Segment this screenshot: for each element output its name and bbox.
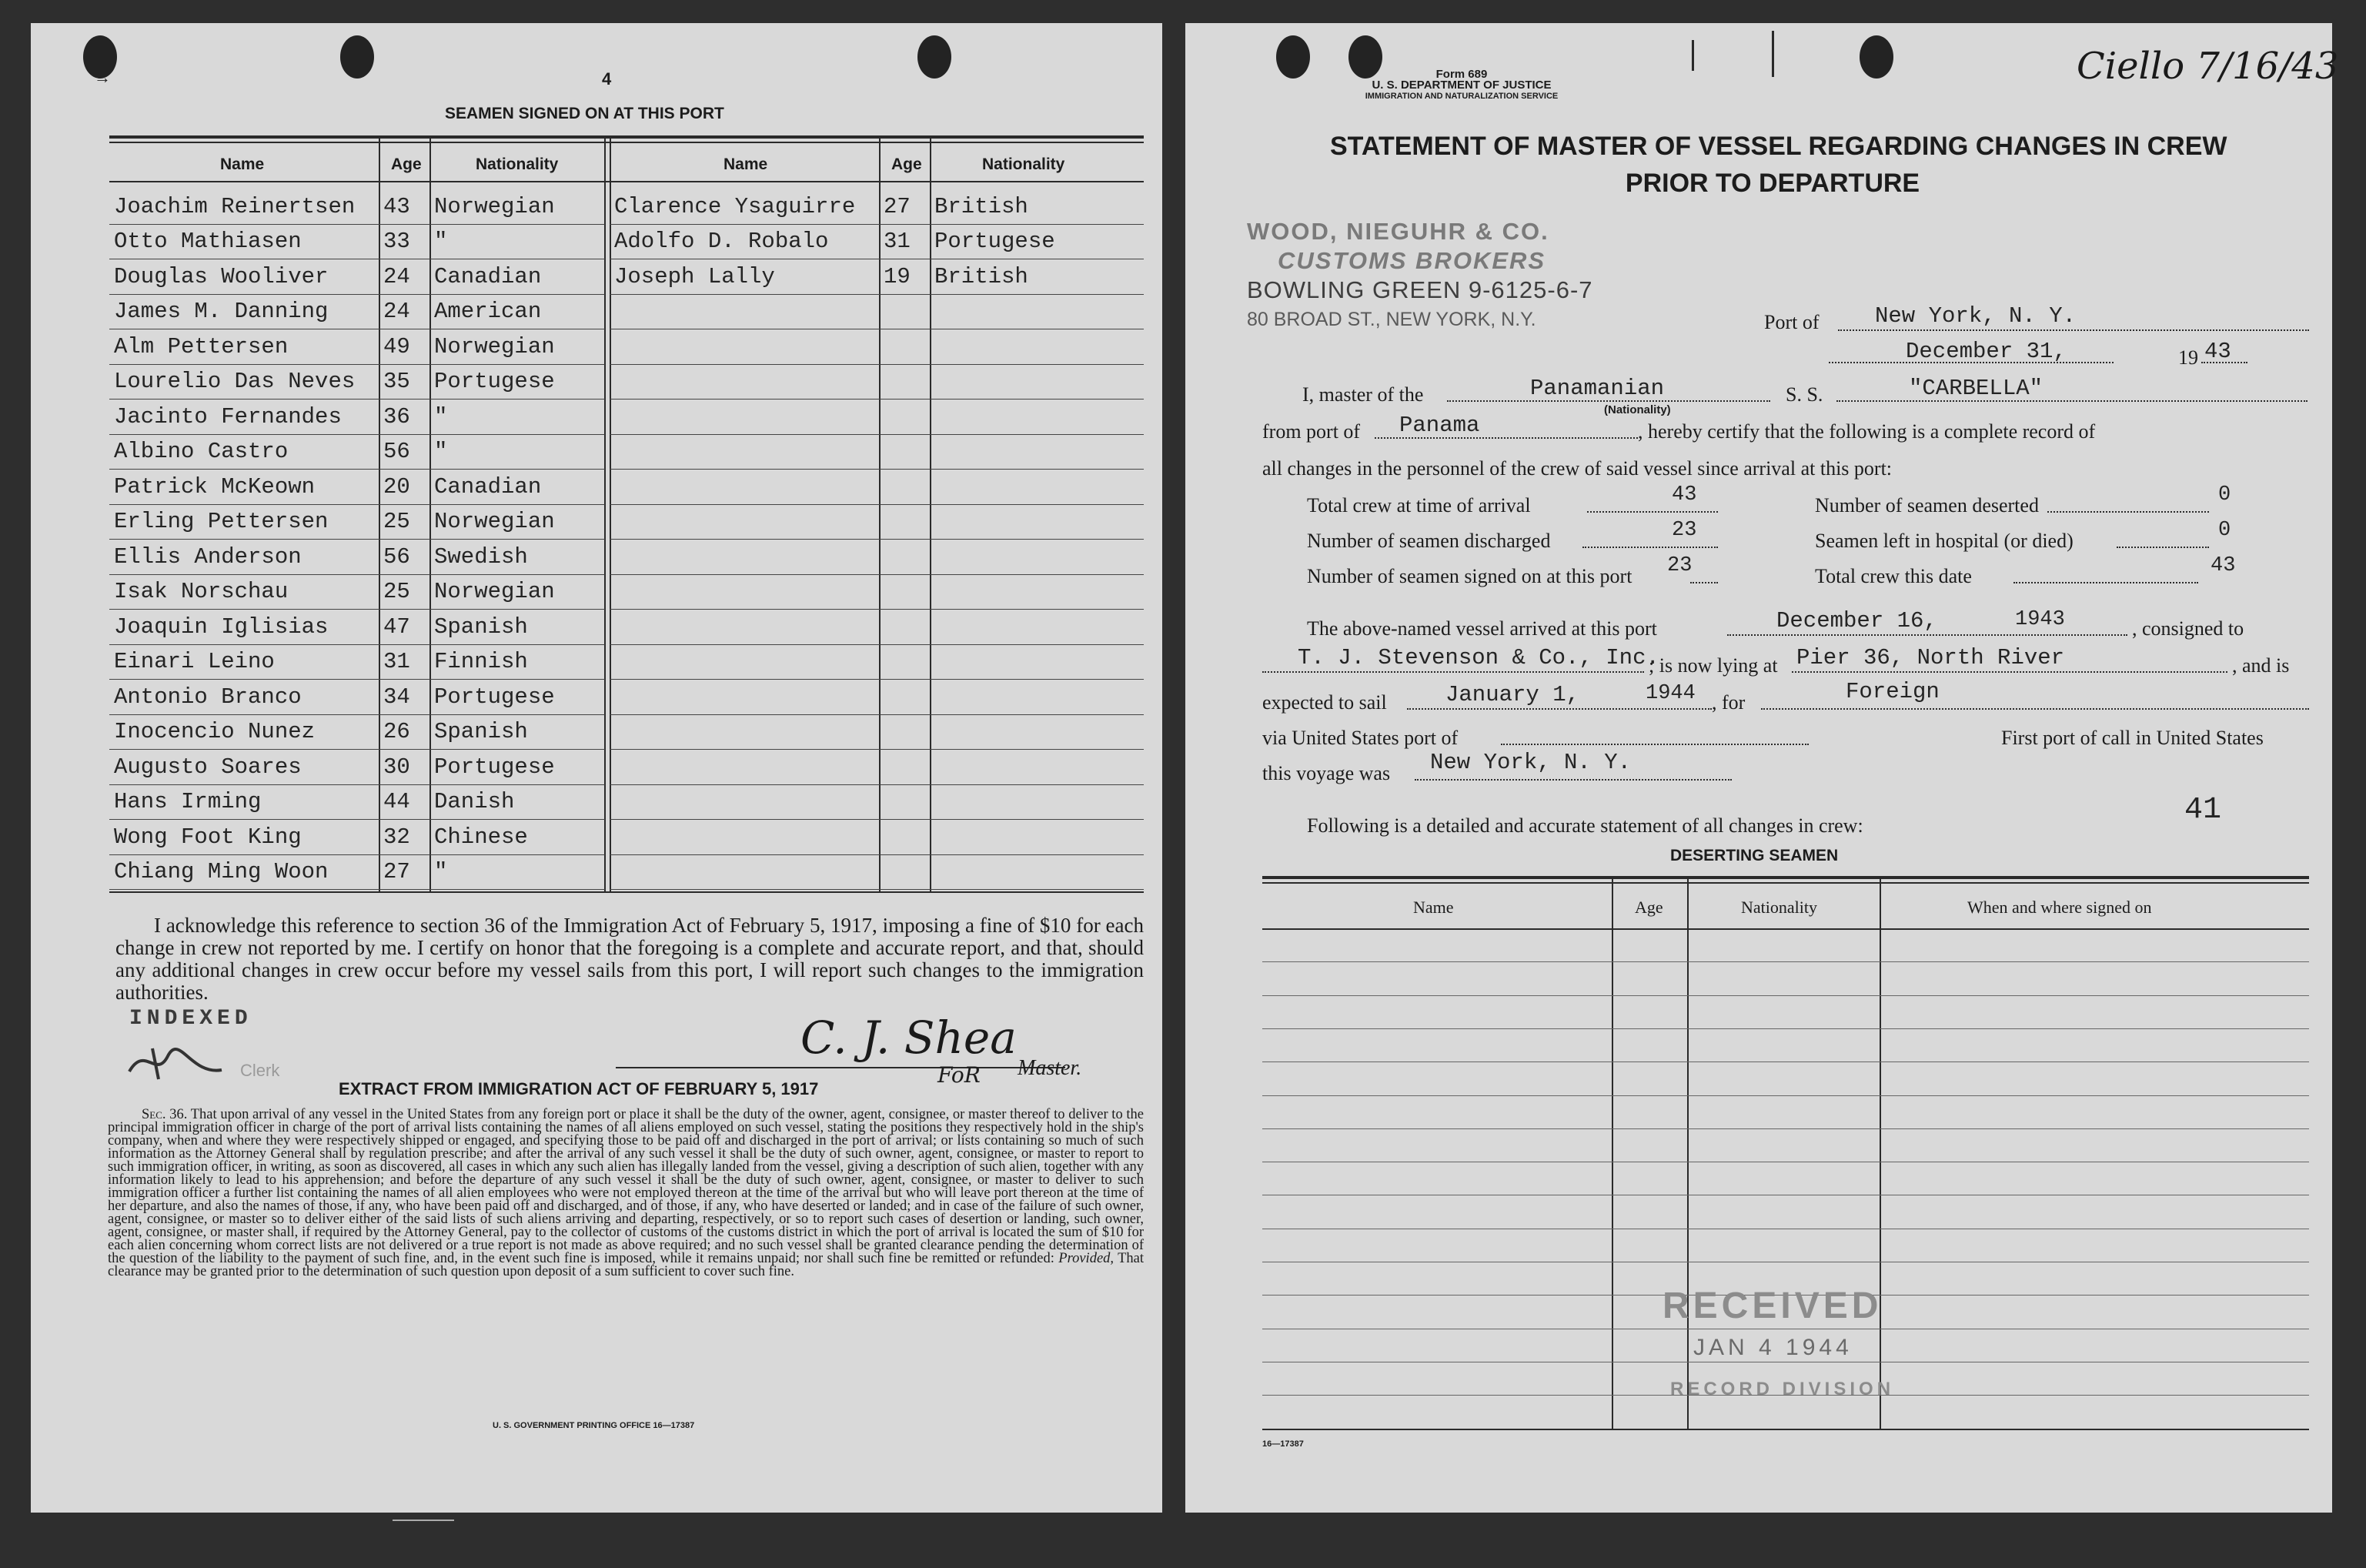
received-division: RECORD DIVISION [1670, 1379, 1895, 1399]
crew-nationality [930, 714, 1144, 750]
table-row [109, 259, 605, 295]
section-title: SEAMEN SIGNED ON AT THIS PORT [445, 105, 724, 122]
crew-name: Wong Foot King [109, 820, 379, 855]
crew-nationality [930, 540, 1144, 575]
col-header-nationality: Nationality [476, 155, 559, 173]
crew-name: Clarence Ysaguirre [610, 189, 879, 224]
ship-name: "CARBELLA" [1909, 376, 2044, 401]
certify-text-2: all changes in the personnel of the crew of said vessel since arrival at this port: [1262, 457, 1893, 480]
col-header-name: Name [220, 155, 265, 173]
crew-age [879, 294, 930, 329]
table-row [610, 434, 1144, 470]
punch-hole [917, 35, 951, 79]
table-row [610, 854, 1144, 890]
stat-dots [2047, 511, 2209, 513]
crew-name [610, 294, 879, 329]
crew-nationality: " [429, 224, 605, 259]
deserting-col-age: Age [1635, 898, 1663, 917]
table-row [610, 680, 1144, 715]
sail-label: expected to sail [1262, 691, 1387, 714]
crew-name [610, 434, 879, 470]
from-port-value: Panama [1399, 413, 1480, 438]
crew-nationality [930, 680, 1144, 715]
table-row [109, 329, 605, 365]
customs-broker-stamp [1247, 217, 1593, 334]
crew-nationality [930, 610, 1144, 645]
table-row [109, 820, 605, 855]
table-row [109, 784, 605, 820]
deserting-row-line [1262, 1061, 2309, 1062]
crew-age: 24 [379, 259, 429, 295]
master-signature: C. J. Shea [800, 1011, 1017, 1064]
left-page [31, 23, 1162, 1513]
table-row [109, 540, 605, 575]
table-row [610, 189, 1144, 224]
broker-phone: BOWLING GREEN 9-6125-6-7 [1247, 276, 1593, 303]
crew-nationality [930, 854, 1144, 890]
crew-age [879, 364, 930, 400]
table-row [610, 820, 1144, 855]
crew-age: 43 [379, 189, 429, 224]
crew-age [879, 504, 930, 540]
crew-nationality: " [429, 854, 605, 890]
berth-line [1792, 671, 2227, 673]
table-header-rule [109, 181, 1144, 182]
crew-age: 32 [379, 820, 429, 855]
destination-line [1761, 708, 2309, 710]
crew-name: Joseph Lally [610, 259, 879, 295]
table-row [610, 224, 1144, 259]
consigned-label: , consigned to [2132, 617, 2244, 640]
table-row [109, 400, 605, 435]
crew-age [879, 644, 930, 680]
crew-age: 33 [379, 224, 429, 259]
form-title-line2: PRIOR TO DEPARTURE [1625, 169, 1920, 198]
crew-nationality: Spanish [429, 610, 605, 645]
department-name: U. S. DEPARTMENT OF JUSTICE [1372, 79, 1552, 92]
crew-name [610, 644, 879, 680]
crew-nationality: British [930, 189, 1144, 224]
crew-table-left [109, 189, 605, 890]
ship-line [1836, 400, 2308, 402]
crew-age: 31 [379, 644, 429, 680]
crew-nationality: Finnish [429, 644, 605, 680]
table-row [109, 434, 605, 470]
stat-dots [1690, 582, 1718, 583]
certify-text: , hereby certify that the following is a complete record of [1638, 420, 2096, 443]
port-line [1838, 329, 2309, 331]
crew-name: Otto Mathiasen [109, 224, 379, 259]
service-name: IMMIGRATION AND NATURALIZATION SERVICE [1365, 92, 1559, 101]
table-row [610, 364, 1144, 400]
crew-name [610, 820, 879, 855]
crew-name [610, 364, 879, 400]
form-header [1361, 69, 1562, 102]
crew-age [879, 434, 930, 470]
stat-value: 43 [2211, 554, 2236, 577]
crew-name [610, 680, 879, 715]
crew-age [879, 714, 930, 750]
form-title [1330, 128, 2227, 202]
crew-name: James M. Danning [109, 294, 379, 329]
crew-name: Joachim Reinertsen [109, 189, 379, 224]
check-mark [1692, 40, 1694, 71]
deserting-col-name: Name [1413, 898, 1454, 917]
table-row [610, 644, 1144, 680]
crew-name [610, 854, 879, 890]
signature-line [616, 1067, 1065, 1068]
crew-name [610, 574, 879, 610]
sec36-body: That upon arrival of any vessel in the United States from any foreign port or place it shall be the duty of the owner, agent, consignee, or master thereof to deliver to the principal immigration officer in charge of the port of arrival lists containing the names of all aliens employed on such vessel, stating the positions they respectively hold in the ship's company, when and where they were respectively shipped or engaged, and specifying those to be paid off and discharged in the port of arrival; or lists containing so much of such information as the Attorney General shall by regulation prescribe; and after the arrival of any such vessel it shall be the duty of such owner, agent, consignee, or master to report to such immigration officer, in writing, as soon as discovered, all cases in which any such alien has illegally landed from the vessel, giving a description of such alien, together with any information likely to lead to his apprehension; and before the departure of any such vessel it shall be the duty of such owner, agent, consignee, or master to deliver to such immigration officer a further list containing the names of all alien employees who were not employed thereon at the time of the arrival but who will leave port thereon at the time of her departure, and also the names of those, if any, who have been paid off and discharged, and of those, if any, who have deserted or landed; and in case of the failure of such owner, agent, consignee, or master so to deliver either of the said lists of such aliens arriving and departing, respectively, or so to report such cases of desertion or landing, such owner, agent, consignee, or master shall, if required by the Attorney General, pay to the collector of customs of the customs district in which the port of arrival is located the sum of $10 for each alien concerning whom correct lists are not delivered or a true report is not made as above required; and no such vessel shall be granted clearance pending the determination of the question of the liability to the payment of such fine, and, in the event such fine is imposed, while it remains unpaid; nor shall such fine be remitted or refunded: [108, 1107, 1144, 1266]
stat-dots [1582, 547, 1718, 548]
crew-name [610, 504, 879, 540]
for-label: , for [1712, 691, 1746, 714]
crew-nationality: Danish [429, 784, 605, 820]
crew-nationality: British [930, 259, 1144, 295]
crew-nationality: Norwegian [429, 574, 605, 610]
consignee-line [1262, 671, 1644, 673]
table-top-rule [109, 135, 1144, 139]
crew-name [610, 750, 879, 785]
crew-age [879, 540, 930, 575]
crew-age: 47 [379, 610, 429, 645]
crew-age: 56 [379, 434, 429, 470]
crew-age: 44 [379, 784, 429, 820]
via-label: via United States port of [1262, 727, 1459, 749]
deserting-title: DESERTING SEAMEN [1670, 847, 1839, 864]
check-mark [1772, 31, 1774, 77]
punch-hole [340, 35, 374, 79]
crew-nationality: " [429, 400, 605, 435]
crew-age: 34 [379, 680, 429, 715]
deserting-col-signed-on: When and where signed on [1967, 898, 2152, 917]
stat-label: Seamen left in hospital (or died) [1815, 530, 2074, 552]
nationality-caption: (Nationality) [1604, 403, 1671, 416]
master-of-label: I, master of the [1302, 383, 1424, 406]
received-stamp [1663, 1285, 1894, 1410]
sec36-label: Sec. 36. [142, 1107, 188, 1122]
sec36-end: That clearance may be granted prior to the determination of such question upon deposit of a sum sufficient to cover such fine. [108, 1251, 1145, 1279]
stat-value: 0 [2218, 519, 2231, 542]
deserting-table-header-rule [1262, 928, 2309, 930]
berth-value: Pier 36, North River [1796, 645, 2065, 670]
crew-age [879, 329, 930, 365]
crew-name: Ellis Anderson [109, 540, 379, 575]
crew-name: Albino Castro [109, 434, 379, 470]
port-label: Port of [1764, 311, 1820, 333]
crew-name: Hans Irming [109, 784, 379, 820]
received-date: JAN 4 1944 [1693, 1335, 1853, 1360]
deserting-row-line [1262, 1028, 2309, 1029]
table-row [610, 540, 1144, 575]
crew-nationality [930, 750, 1144, 785]
table-row [109, 294, 605, 329]
stat-value: 23 [1667, 554, 1693, 577]
col-header-nationality: Nationality [982, 155, 1065, 173]
crew-name [610, 400, 879, 435]
stat-label: Total crew at time of arrival [1307, 494, 1531, 517]
deserting-row-line [1262, 995, 2309, 996]
scan-mark [393, 1520, 454, 1521]
stat-value: 0 [2218, 483, 2231, 507]
crew-age [879, 610, 930, 645]
stat-label: Number of seamen signed on at this port [1307, 565, 1632, 587]
crew-nationality: Norwegian [429, 189, 605, 224]
clerk-initials [122, 1041, 229, 1087]
stat-label: Number of seamen deserted [1815, 494, 2039, 517]
crew-age: 24 [379, 294, 429, 329]
crew-nationality: Norwegian [429, 504, 605, 540]
crew-nationality [930, 329, 1144, 365]
year-line [2201, 362, 2247, 363]
table-bottom-rule [109, 891, 1144, 893]
crew-nationality [930, 574, 1144, 610]
crew-age: 27 [379, 854, 429, 890]
first-port-label: First port of call in United States [2001, 727, 2264, 749]
table-row [610, 784, 1144, 820]
table-row [610, 610, 1144, 645]
col-header-age: Age [891, 155, 922, 173]
crew-nationality [930, 400, 1144, 435]
extract-title: EXTRACT FROM IMMIGRATION ACT OF FEBRUARY 5, 1917 [339, 1079, 819, 1098]
clerk-label: Clerk [240, 1061, 280, 1080]
crew-name: Augusto Soares [109, 750, 379, 785]
table-row [109, 224, 605, 259]
crew-nationality: Chinese [429, 820, 605, 855]
crew-nationality: Portugese [429, 750, 605, 785]
crew-age: 27 [879, 189, 930, 224]
crew-nationality: Canadian [429, 259, 605, 295]
stat-dots [2117, 547, 2209, 548]
table-row [109, 750, 605, 785]
form-number: Form 689 [1435, 68, 1488, 81]
crew-age: 20 [379, 470, 429, 505]
crew-nationality [930, 820, 1144, 855]
printer-imprint: U. S. GOVERNMENT PRINTING OFFICE 16—17387 [493, 1421, 695, 1430]
crew-nationality [930, 644, 1144, 680]
crew-age [879, 750, 930, 785]
stat-value: 43 [1672, 483, 1697, 507]
deserting-col-nationality: Nationality [1741, 898, 1817, 917]
table-row [610, 714, 1144, 750]
sec36-proviso: Provided, [1058, 1251, 1114, 1266]
crew-name: Jacinto Fernandes [109, 400, 379, 435]
crew-nationality: " [429, 434, 605, 470]
deserting-table-bottom [1262, 1429, 2309, 1430]
crew-age: 25 [379, 574, 429, 610]
crew-nationality: Canadian [429, 470, 605, 505]
table-row [109, 574, 605, 610]
stat-dots [2013, 582, 2198, 583]
consignee-value: T. J. Stevenson & Co., Inc. [1298, 645, 1659, 670]
crew-age: 19 [879, 259, 930, 295]
sail-date: January 1, [1445, 682, 1580, 707]
following-label: Following is a detailed and accurate statement of all changes in crew: [1307, 814, 1863, 837]
table-row [109, 644, 605, 680]
crew-age: 30 [379, 750, 429, 785]
crew-name [610, 784, 879, 820]
crew-age [879, 820, 930, 855]
crew-nationality: Swedish [429, 540, 605, 575]
crew-name: Adolfo D. Robalo [610, 224, 879, 259]
lying-label: ; is now lying at [1649, 654, 1778, 677]
crew-name: Chiang Ming Woon [109, 854, 379, 890]
indexed-stamp: INDEXED [129, 1007, 252, 1031]
right-page [1185, 23, 2339, 1513]
from-port-label: from port of [1262, 420, 1361, 443]
broker-name: WOOD, NIEGUHR & CO. [1247, 218, 1549, 245]
nationality-value: Panamanian [1530, 376, 1665, 401]
crew-table-right [610, 189, 1144, 890]
date-value: December 31, [1906, 339, 2067, 364]
year-value: 43 [2204, 339, 2231, 364]
arrival-line [1727, 634, 2127, 636]
crew-age: 56 [379, 540, 429, 575]
punch-hole [1860, 35, 1893, 79]
handwritten-total: 41 [2184, 793, 2222, 827]
first-port-value: New York, N. Y. [1430, 750, 1632, 775]
deserting-row-line [1262, 961, 2309, 962]
form-title-line1: STATEMENT OF MASTER OF VESSEL REGARDING CHANGES IN CREW [1330, 132, 2227, 161]
deserting-table-top [1262, 876, 2309, 879]
and-is-label: , and is [2232, 654, 2290, 677]
table-row [610, 294, 1144, 329]
table-row [109, 714, 605, 750]
deserting-row-line [1262, 1128, 2309, 1129]
sail-year: 1944 [1646, 682, 1696, 705]
crew-name: Douglas Wooliver [109, 259, 379, 295]
crew-name [610, 329, 879, 365]
crew-name: Inocencio Nunez [109, 714, 379, 750]
table-row [109, 680, 605, 715]
crew-age [879, 574, 930, 610]
crew-name [610, 540, 879, 575]
crew-nationality [930, 364, 1144, 400]
table-row [109, 470, 605, 505]
port-value: New York, N. Y. [1875, 303, 2077, 329]
arrow-mark: → [94, 68, 111, 87]
handwritten-corner-note: Ciello 7/16/43 [2077, 45, 2339, 88]
table-row [610, 574, 1144, 610]
destination-value: Foreign [1846, 679, 1940, 704]
table-row [610, 504, 1144, 540]
crew-name [610, 470, 879, 505]
broker-sub: CUSTOMS BROKERS [1278, 247, 1546, 274]
arrival-year: 1943 [2015, 608, 2065, 631]
crew-age [879, 470, 930, 505]
table-row [109, 364, 605, 400]
crew-nationality [930, 434, 1144, 470]
ss-label: S. S. [1786, 383, 1823, 406]
crew-age: 25 [379, 504, 429, 540]
crew-age: 31 [879, 224, 930, 259]
crew-name: Antonio Branco [109, 680, 379, 715]
crew-nationality [930, 470, 1144, 505]
crew-name: Lourelio Das Neves [109, 364, 379, 400]
crew-age: 49 [379, 329, 429, 365]
page-number: 4 [602, 69, 612, 89]
crew-nationality [930, 294, 1144, 329]
table-row [109, 189, 605, 224]
table-row [610, 329, 1144, 365]
stat-dots [1587, 511, 1718, 513]
via-line [1501, 744, 1809, 745]
crew-nationality [930, 504, 1144, 540]
table-row [109, 854, 605, 890]
crew-name: Isak Norschau [109, 574, 379, 610]
table-row [610, 259, 1144, 295]
table-row [109, 504, 605, 540]
crew-nationality: American [429, 294, 605, 329]
crew-name: Erling Pettersen [109, 504, 379, 540]
col-header-age: Age [391, 155, 422, 173]
crew-name: Alm Pettersen [109, 329, 379, 365]
crew-nationality [930, 784, 1144, 820]
broker-address: 80 BROAD ST., NEW YORK, N.Y. [1247, 309, 1536, 330]
table-row [109, 610, 605, 645]
table-top-rule-2 [109, 142, 1144, 143]
stat-label: Total crew this date [1815, 565, 1972, 587]
crew-age [879, 680, 930, 715]
crew-name: Patrick McKeown [109, 470, 379, 505]
crew-name [610, 714, 879, 750]
crew-age: 36 [379, 400, 429, 435]
col-header-name: Name [724, 155, 768, 173]
table-row [610, 400, 1144, 435]
acknowledgment-text: I acknowledge this reference to section 36 of the Immigration Act of February 5, 1917, imposing a fine of $10 for each change in crew not reported by me. I certify on honor that the foregoing is a complete and accurate report, and that, should any additional changes in crew occur before my vessel sails from this port, I will report such changes to the immigration authorities. [115, 914, 1144, 1004]
crew-nationality: Norwegian [429, 329, 605, 365]
crew-nationality: Portugese [429, 364, 605, 400]
stat-label: Number of seamen discharged [1307, 530, 1551, 552]
section-36-text [108, 1108, 1144, 1279]
crew-age: 35 [379, 364, 429, 400]
table-row [610, 470, 1144, 505]
printer-imprint: 16—17387 [1262, 1439, 1304, 1449]
crew-name [610, 610, 879, 645]
crew-name: Joaquin Iglisias [109, 610, 379, 645]
year-prefix: 19 [2178, 346, 2198, 369]
crew-age [879, 400, 930, 435]
crew-nationality: Portugese [930, 224, 1144, 259]
voyage-label: this voyage was [1262, 762, 1391, 784]
crew-age: 26 [379, 714, 429, 750]
master-label: Master. [1018, 1056, 1082, 1080]
stat-value: 23 [1672, 519, 1697, 542]
sail-line [1407, 708, 1712, 710]
punch-hole [1276, 35, 1310, 79]
arrival-date: December 16, [1776, 608, 1937, 634]
crew-nationality: Portugese [429, 680, 605, 715]
crew-age [879, 854, 930, 890]
signature-for: FoR [937, 1062, 981, 1088]
crew-nationality: Spanish [429, 714, 605, 750]
table-row [610, 750, 1144, 785]
first-port-line [1415, 779, 1732, 781]
deserting-row-line [1262, 1095, 2309, 1096]
received-word: RECEIVED [1663, 1285, 1883, 1326]
deserting-table-top-2 [1262, 882, 2309, 884]
crew-age [879, 784, 930, 820]
arrived-label: The above-named vessel arrived at this port [1307, 617, 1657, 640]
crew-name: Einari Leino [109, 644, 379, 680]
